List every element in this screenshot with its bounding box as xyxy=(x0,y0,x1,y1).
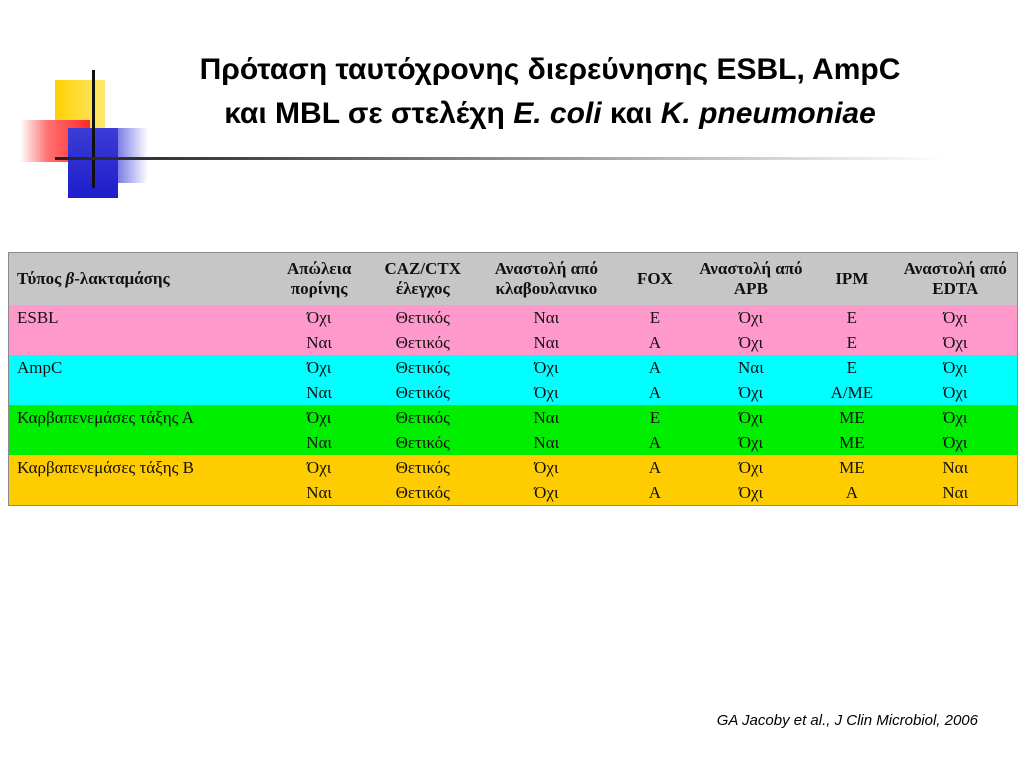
table-cell: Όχι xyxy=(692,480,810,505)
table-cell: Θετικός xyxy=(371,355,475,380)
table-cell: Θετικός xyxy=(371,480,475,505)
title-species-1: E. coli xyxy=(513,97,602,130)
table-header-row xyxy=(9,253,1017,305)
type-cell: ESBL xyxy=(9,305,267,330)
type-cell xyxy=(9,430,267,455)
table-row xyxy=(9,380,1017,405)
blue-fade-square xyxy=(118,128,148,183)
table-cell: Θετικός xyxy=(371,380,475,405)
header-apb: Αναστολή από APB xyxy=(699,259,803,298)
citation: GA Jacoby et al., J Clin Microbiol, 2006 xyxy=(716,712,978,729)
table-cell: Όχι xyxy=(692,430,810,455)
type-cell xyxy=(9,480,267,505)
header-type: Τύπος β-λακταμάσης xyxy=(17,269,170,288)
table-row xyxy=(9,480,1017,505)
table-cell: Ναι xyxy=(475,405,619,430)
table-cell: Α xyxy=(618,430,692,455)
title-line-1: Πρόταση ταυτόχρονης διερεύνησης ESBL, AmpC xyxy=(199,53,901,86)
table-cell: Ναι xyxy=(475,430,619,455)
title-text: και xyxy=(601,97,661,130)
table-cell: Ναι xyxy=(475,330,619,355)
table-cell: Ε xyxy=(810,330,893,355)
table-row xyxy=(9,430,1017,455)
title-line-2 xyxy=(150,92,950,136)
header-caz-ctx: CAZ/CTX έλεγχος xyxy=(384,259,462,298)
header-porin-loss: Απώλεια πορίνης xyxy=(286,259,352,298)
header-ipm: IPM xyxy=(835,269,869,288)
header-fox: FOX xyxy=(636,269,673,288)
title-text: και MBL σε στελέχη xyxy=(224,97,514,130)
table-cell: Όχι xyxy=(894,305,1017,330)
table-cell: Όχι xyxy=(475,455,619,480)
type-cell: Καρβαπενεμάσες τάξης Β xyxy=(9,455,267,480)
table-cell: Α xyxy=(618,455,692,480)
table-cell: Α/ΜΕ xyxy=(810,380,893,405)
slide-title xyxy=(150,48,950,136)
table-cell: Όχι xyxy=(267,455,371,480)
table-cell: Ναι xyxy=(894,455,1017,480)
table-cell: Ναι xyxy=(267,380,371,405)
table-cell: Ναι xyxy=(267,330,371,355)
title-species-2: K. pneumoniae xyxy=(660,97,876,130)
table-cell: Όχι xyxy=(267,405,371,430)
table-cell: Όχι xyxy=(692,380,810,405)
table-cell: Ναι xyxy=(692,355,810,380)
table-cell: Ναι xyxy=(475,305,619,330)
table-cell: ΜΕ xyxy=(810,405,893,430)
table-cell: Όχι xyxy=(475,355,619,380)
beta-lactamase-table xyxy=(8,252,1018,506)
table-cell: Θετικός xyxy=(371,305,475,330)
table-row xyxy=(9,355,1017,380)
table-cell: Α xyxy=(618,380,692,405)
table-cell: Όχι xyxy=(475,380,619,405)
vertical-line xyxy=(92,70,95,188)
table-cell: Όχι xyxy=(267,355,371,380)
table-row xyxy=(9,455,1017,480)
table-cell: Α xyxy=(618,355,692,380)
table-row xyxy=(9,330,1017,355)
table-cell: Θετικός xyxy=(371,405,475,430)
type-cell xyxy=(9,330,267,355)
table-cell: Ναι xyxy=(267,480,371,505)
table-cell: Όχι xyxy=(894,380,1017,405)
title-underline xyxy=(55,157,945,160)
table-cell: Όχι xyxy=(894,405,1017,430)
table-cell: Θετικός xyxy=(371,330,475,355)
table-cell: Όχι xyxy=(692,305,810,330)
header-clavulanate: Αναστολή από κλαβουλανικο xyxy=(494,259,598,298)
table-cell: Ε xyxy=(618,305,692,330)
table-cell: Όχι xyxy=(692,330,810,355)
table-row xyxy=(9,305,1017,330)
table-cell: Ε xyxy=(618,405,692,430)
header-edta: Αναστολή από EDTA xyxy=(903,259,1007,298)
table-cell: Α xyxy=(618,480,692,505)
table-cell: ΜΕ xyxy=(810,430,893,455)
table-cell: Όχι xyxy=(692,455,810,480)
table-cell: Α xyxy=(618,330,692,355)
table-cell: Θετικός xyxy=(371,430,475,455)
table-cell: Όχι xyxy=(475,480,619,505)
table-cell: Όχι xyxy=(267,305,371,330)
type-cell xyxy=(9,380,267,405)
table-cell: ΜΕ xyxy=(810,455,893,480)
table-cell: Ε xyxy=(810,305,893,330)
table-cell: Ε xyxy=(810,355,893,380)
table-cell: Ναι xyxy=(894,480,1017,505)
table-cell: Όχι xyxy=(894,430,1017,455)
table-cell: Α xyxy=(810,480,893,505)
table-cell: Ναι xyxy=(267,430,371,455)
table-row xyxy=(9,405,1017,430)
table-cell: Όχι xyxy=(692,405,810,430)
type-cell: AmpC xyxy=(9,355,267,380)
table-cell: Όχι xyxy=(894,330,1017,355)
table-cell: Θετικός xyxy=(371,455,475,480)
decorative-squares-logo xyxy=(0,0,160,210)
type-cell: Καρβαπενεμάσες τάξης Α xyxy=(9,405,267,430)
table-cell: Όχι xyxy=(894,355,1017,380)
